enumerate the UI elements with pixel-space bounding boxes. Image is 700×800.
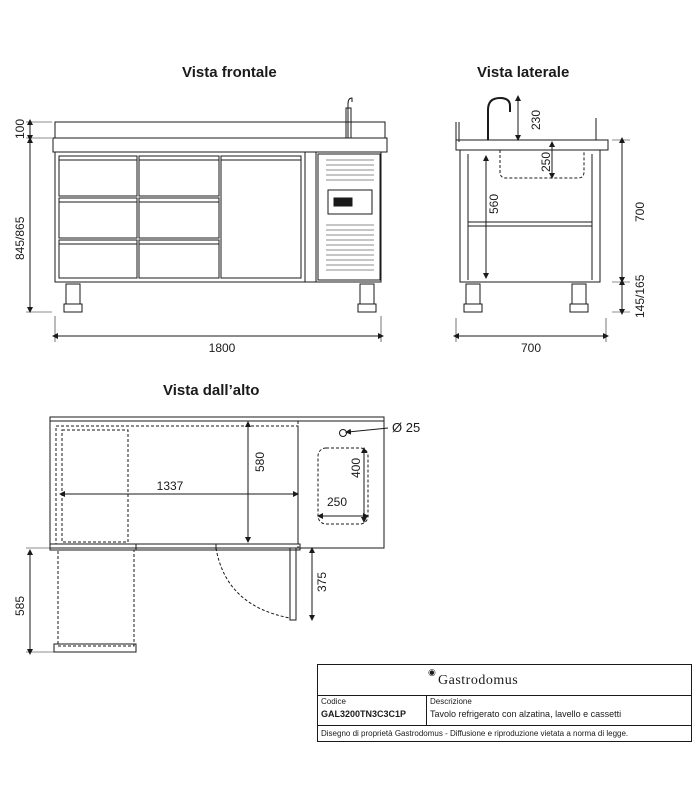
dim-side-depth: 700: [520, 341, 542, 355]
front-engine-panel: [318, 154, 380, 280]
chef-hat-icon: ◉: [428, 667, 436, 677]
dim-side-legs: 145/165: [633, 274, 647, 318]
top-view-title: Vista dall’alto: [163, 382, 260, 399]
front-worktop: [53, 138, 387, 152]
dim-top-inner-width: 1337: [156, 479, 184, 493]
front-door: [221, 156, 301, 278]
dim-front-width: 1800: [208, 341, 236, 355]
side-leg-foot: [464, 304, 482, 312]
side-tap: [488, 98, 510, 140]
dim-top-sink-width: 250: [326, 495, 348, 509]
front-drawer: [59, 198, 137, 238]
code-label: Codice: [321, 697, 346, 706]
side-leg-foot: [570, 304, 588, 312]
front-leg-foot: [358, 304, 376, 312]
dim-side-inner: 560: [487, 193, 501, 214]
side-worktop: [456, 140, 608, 150]
front-drawer: [139, 198, 219, 238]
front-view: [26, 98, 387, 342]
dim-top-drawer-pull: 585: [13, 595, 27, 616]
dim-side-tap: 230: [529, 109, 543, 130]
description-cell: [427, 695, 691, 725]
description-value: Tavolo refrigerato con alzatina, lavello e cassetti: [430, 709, 622, 719]
top-door-open: [290, 548, 296, 620]
front-drawer: [139, 156, 219, 196]
dim-top-sink-depth: 400: [349, 457, 363, 478]
front-leg: [360, 284, 374, 304]
dim-top-hole: Ø 25: [392, 420, 421, 435]
front-leg: [66, 284, 80, 304]
top-tap-hole: [340, 430, 347, 437]
side-view-title: Vista laterale: [477, 64, 570, 81]
dim-top-door-swing: 375: [315, 571, 329, 592]
dim-front-body: 845/865: [13, 216, 27, 260]
dim-side-basin: 250: [539, 151, 553, 172]
brand-logo: Gastrodomus: [438, 673, 519, 688]
front-leg-foot: [64, 304, 82, 312]
front-upstand: [55, 122, 385, 138]
top-drawer-front: [136, 544, 216, 550]
front-drawer: [59, 156, 137, 196]
dim-top-inner-depth: 580: [253, 451, 267, 472]
title-block-info-row: [318, 695, 691, 726]
top-drawer-handle: [54, 644, 136, 652]
title-block: [317, 664, 692, 742]
top-drawer-front: [50, 544, 136, 550]
front-drawer: [139, 240, 219, 278]
side-leg: [466, 284, 480, 304]
top-door-swing: [216, 548, 290, 618]
dim-side-height: 700: [633, 201, 647, 222]
top-door-front: [216, 544, 300, 550]
top-worktop: [50, 417, 384, 548]
front-body: [55, 152, 381, 282]
code-cell: [318, 695, 427, 725]
top-view: [26, 417, 388, 652]
front-view-title: Vista frontale: [182, 64, 277, 81]
code-value: GAL3200TN3C3C1P: [321, 709, 407, 719]
side-body: [460, 150, 600, 282]
top-pulled-drawer: [58, 550, 134, 646]
dim-front-upstand: 100: [13, 118, 27, 139]
front-drawer: [59, 240, 137, 278]
title-block-footer: Disegno di proprietà Gastrodomus - Diffusione e riproduzione vietata a norma di legge.: [321, 729, 629, 738]
side-leg: [572, 284, 586, 304]
front-vent-grid: [326, 160, 374, 270]
title-block-logo-row: [318, 665, 691, 696]
description-label: Descrizione: [430, 697, 472, 706]
side-view: [456, 98, 630, 342]
